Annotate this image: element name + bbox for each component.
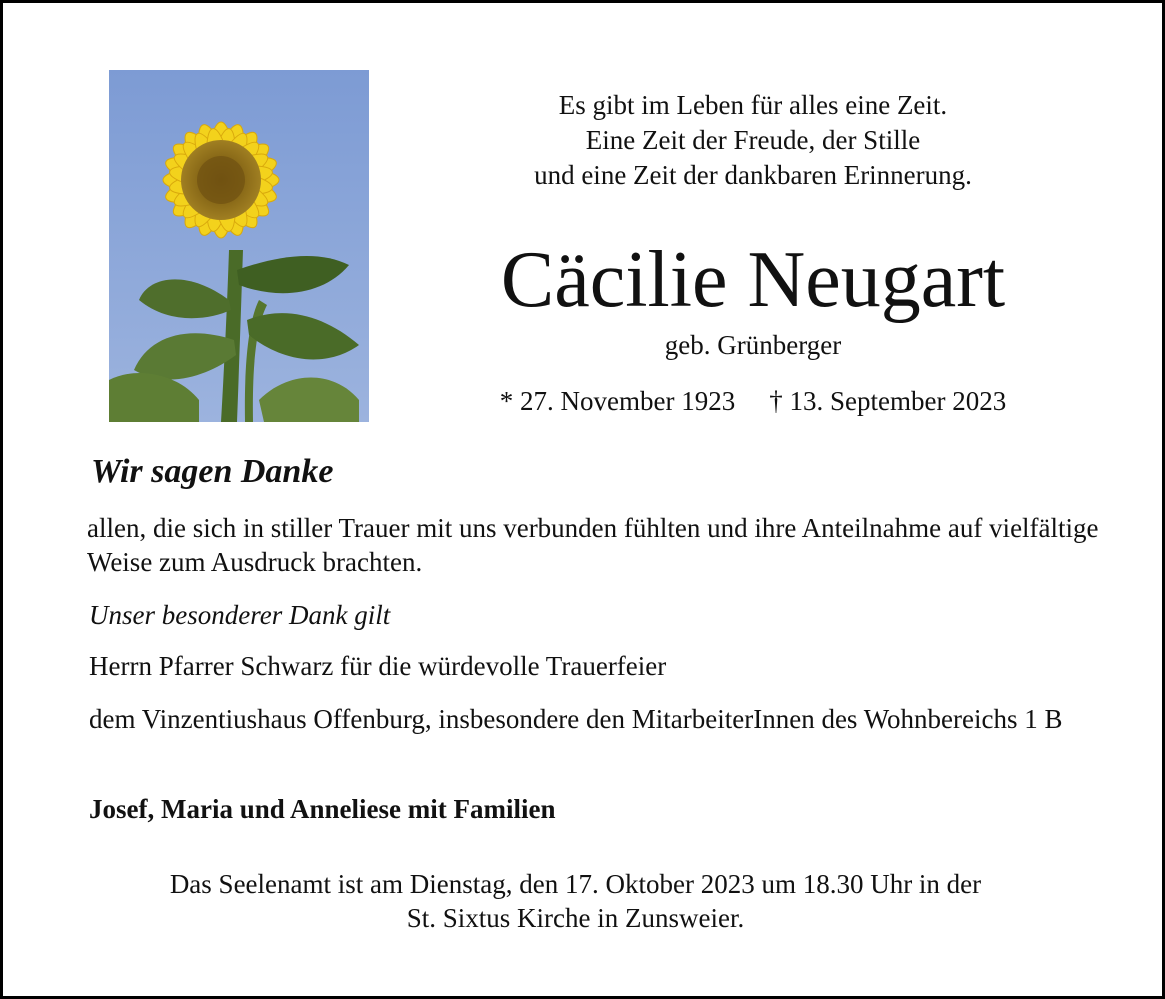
maiden-name: geb. Grünberger: [664, 330, 842, 360]
life-dates: [423, 385, 1083, 417]
service-announcement: [63, 867, 1088, 935]
special-thanks-heading: Unser besonderer Dank gilt: [89, 600, 391, 630]
service-line: St. Sixtus Kirche in Zunsweier.: [406, 903, 745, 933]
poem-line: Es gibt im Leben für alles eine Zeit.: [558, 90, 948, 120]
special-thanks-item: dem Vinzentiushaus Offenburg, insbesondere den MitarbeiterInnen des Wohnbereichs 1 B: [89, 704, 1063, 734]
thanks-heading: Wir sagen Danke: [91, 453, 334, 490]
birth-date: * 27. November 1923: [499, 386, 736, 416]
poem: [423, 88, 1083, 193]
poem-line: Eine Zeit der Freude, der Stille: [585, 125, 921, 155]
sunflower-photo: [109, 70, 369, 422]
intro-text: allen, die sich in stiller Trauer mit uns verbunden fühlten und ihre Anteilnahme auf vielfältige Weise zum Ausdruck brachten.: [87, 513, 1099, 577]
signed-by: Josef, Maria und Anneliese mit Familien: [89, 794, 556, 824]
deceased-name: Cäcilie Neugart: [500, 236, 1006, 324]
special-thanks-item: Herrn Pfarrer Schwarz für die würdevolle Trauerfeier: [89, 651, 667, 681]
poem-line: und eine Zeit der dankbaren Erinnerung.: [534, 160, 972, 190]
death-date: † 13. September 2023: [769, 386, 1007, 416]
service-line: Das Seelenamt ist am Dienstag, den 17. Oktober 2023 um 18.30 Uhr in der: [169, 869, 982, 899]
